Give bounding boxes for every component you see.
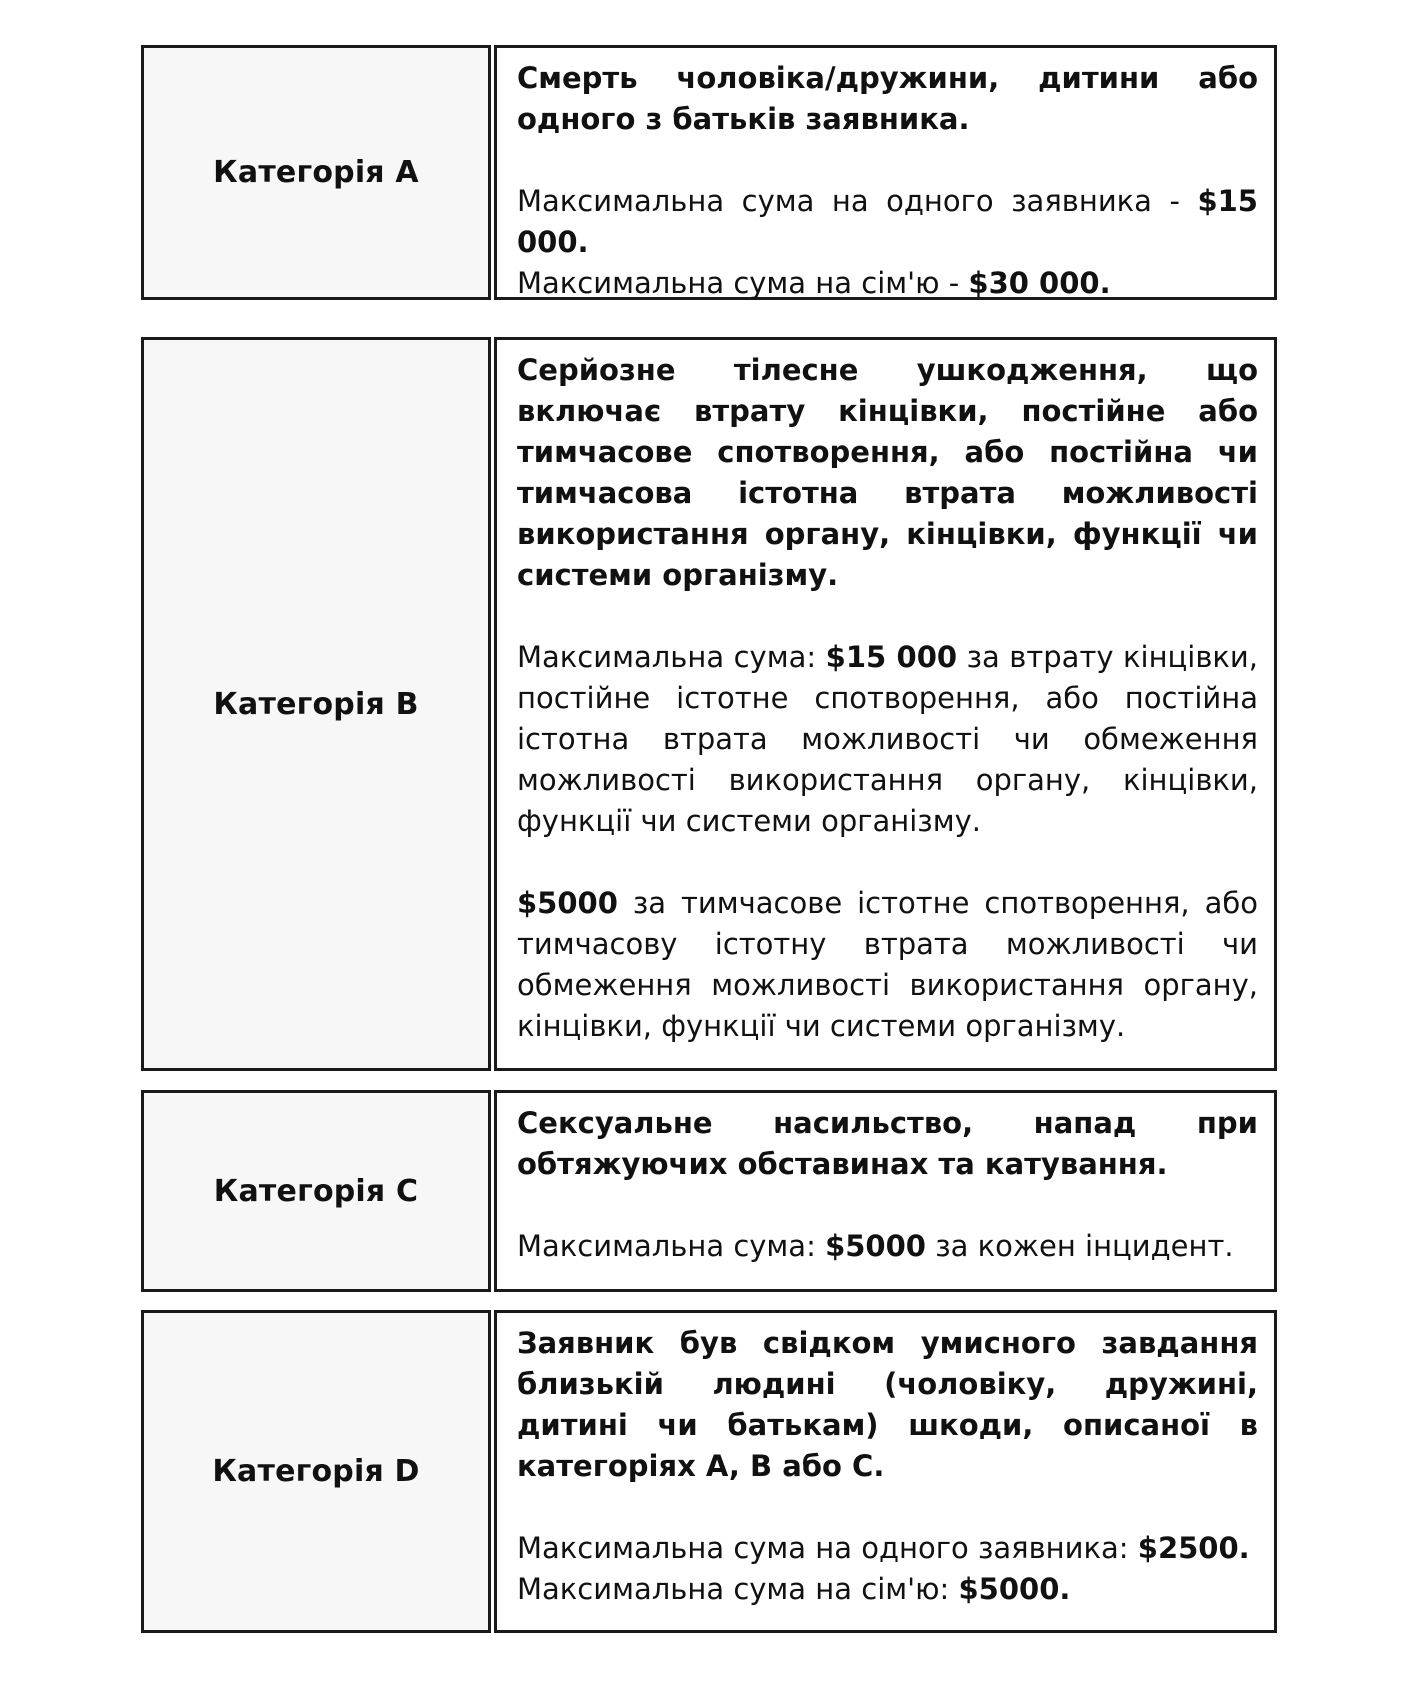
category-c-title: Сексуальне насильство, напад при обтяжуючих обставинах та катування. (517, 1106, 1258, 1181)
category-c-amount-text: Максимальна сума: (517, 1229, 826, 1263)
category-a-amount-applicant-value: $15 000. (517, 184, 1258, 259)
category-a-amount-applicant-text: Максимальна сума на одного заявника - (517, 184, 1198, 218)
category-b-amount-permanent-detail: за втрату кінцівки, постійне істотне спотворення, або постійна істотна втрата можливості чи обмеження можливості використання органу, кінцівки, функції чи системи організму. (517, 640, 1258, 838)
category-c-label: Категорія C (213, 1173, 419, 1209)
category-c-label-cell (141, 1090, 491, 1292)
category-d-description-cell (494, 1310, 1277, 1633)
category-d-amount-family-value: $5000. (958, 1572, 1071, 1606)
category-d-table (141, 1310, 1277, 1633)
category-b-amount-temporary-value: $5000 (517, 886, 618, 920)
category-b-amount-temporary-detail: за тимчасове істотне спотворення, або тимчасову істотну втрата можливості чи обмеження можливості використання органу, кінцівки, функції чи системи організму. (517, 886, 1258, 1043)
category-b-amount-permanent-value: $15 000 (825, 640, 958, 674)
category-c-amount (517, 1226, 1258, 1267)
category-b-description-cell (494, 337, 1277, 1071)
category-c-amount-detail: за кожен інцидент. (925, 1229, 1234, 1263)
category-b-label-cell (141, 337, 491, 1071)
category-a-amount-family-text: Максимальна сума на сім'ю - (517, 266, 969, 300)
category-c-table (141, 1090, 1277, 1292)
category-c-description-cell (494, 1090, 1277, 1292)
category-a-table (141, 45, 1277, 300)
category-a-description-cell (494, 45, 1277, 300)
category-b-amount-temporary (517, 883, 1258, 1047)
category-d-label-cell (141, 1310, 491, 1633)
category-d-amount-applicant (517, 1528, 1258, 1569)
category-a-amount-family (517, 263, 1258, 304)
category-c-amount-value: $5000 (825, 1229, 926, 1263)
category-b-title: Серйозне тілесне ушкодження, що включає втрату кінцівки, постійне або тимчасове спотворення, або постійна чи тимчасова істотна втрата можливості використання органу, кінцівки, функції чи системи організму. (517, 353, 1258, 592)
category-a-title: Смерть чоловіка/дружини, дитини або одного з батьків заявника. (517, 61, 1258, 136)
category-b-table (141, 337, 1277, 1071)
category-d-amount-applicant-value: $2500. (1137, 1531, 1250, 1565)
category-d-amount-applicant-text: Максимальна сума на одного заявника: (517, 1531, 1138, 1565)
category-b-amount-permanent-text: Максимальна сума: (517, 640, 826, 674)
category-b-label: Категорія B (213, 686, 419, 722)
category-a-label: Категорія A (213, 155, 419, 190)
category-a-amount-family-value: $30 000. (968, 266, 1111, 300)
category-b-amount-permanent (517, 637, 1258, 842)
category-d-amount-family (517, 1569, 1258, 1610)
category-d-amount-family-text: Максимальна сума на сім'ю: (517, 1572, 959, 1606)
category-a-label-cell (141, 45, 491, 300)
category-d-title: Заявник був свідком умисного завдання близькій людині (чоловіку, дружині, дитині чи батькам) шкоди, описаної в категоріях A, B або C. (517, 1326, 1258, 1483)
category-a-amount-applicant (517, 181, 1258, 263)
category-d-label: Категорія D (212, 1454, 420, 1489)
